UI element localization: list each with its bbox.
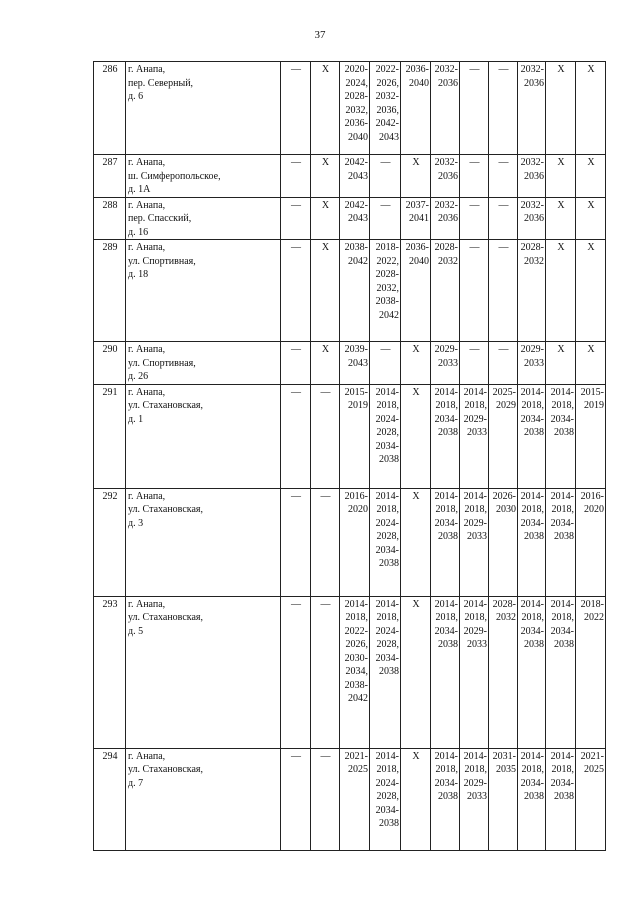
- schedule-cell: 2020- 2024, 2028- 2032, 2036- 2040: [340, 62, 370, 155]
- schedule-cell: 2015- 2019: [340, 384, 370, 488]
- schedule-cell: —: [489, 155, 518, 198]
- schedule-cell: 2032- 2036: [518, 155, 546, 198]
- schedule-cell: 2028- 2032: [489, 596, 518, 748]
- schedule-cell: 2014- 2018, 2034- 2038: [431, 488, 460, 596]
- row-number: 292: [94, 488, 126, 596]
- address-cell: г. Анапа, ул. Спортивная, д. 18: [126, 240, 281, 342]
- table-row: [94, 384, 606, 488]
- table-row: [94, 488, 606, 596]
- schedule-cell: 2014- 2018, 2034- 2038: [431, 384, 460, 488]
- schedule-cell: 2014- 2018, 2024- 2028, 2034- 2038: [370, 596, 401, 748]
- schedule-cell: X: [401, 342, 431, 385]
- schedule-cell: 2015- 2019: [576, 384, 606, 488]
- schedule-cell: X: [546, 240, 576, 342]
- schedule-cell: X: [311, 240, 340, 342]
- schedule-cell: —: [281, 155, 311, 198]
- schedule-cell: —: [460, 197, 489, 240]
- schedule-cell: X: [311, 197, 340, 240]
- row-number: 286: [94, 62, 126, 155]
- schedule-cell: X: [311, 62, 340, 155]
- schedule-cell: 2025- 2029: [489, 384, 518, 488]
- schedule-cell: 2014- 2018, 2029- 2033: [460, 596, 489, 748]
- schedule-cell: 2032- 2036: [518, 197, 546, 240]
- schedule-cell: —: [281, 748, 311, 850]
- schedule-cell: —: [370, 197, 401, 240]
- schedule-cell: 2021- 2025: [576, 748, 606, 850]
- schedule-cell: X: [401, 748, 431, 850]
- row-number: 290: [94, 342, 126, 385]
- address-cell: г. Анапа, ул. Спортивная, д. 26: [126, 342, 281, 385]
- table-row: [94, 342, 606, 385]
- schedule-cell: —: [460, 240, 489, 342]
- schedule-cell: 2028- 2032: [431, 240, 460, 342]
- schedule-cell: 2029- 2033: [431, 342, 460, 385]
- address-cell: г. Анапа, пер. Спасский, д. 16: [126, 197, 281, 240]
- schedule-cell: 2042- 2043: [340, 197, 370, 240]
- schedule-cell: —: [281, 197, 311, 240]
- schedule-cell: 2014- 2018, 2034- 2038: [546, 596, 576, 748]
- schedule-cell: 2014- 2018, 2029- 2033: [460, 384, 489, 488]
- schedule-cell: 2014- 2018, 2034- 2038: [546, 488, 576, 596]
- schedule-cell: —: [281, 488, 311, 596]
- schedule-cell: 2014- 2018, 2034- 2038: [546, 748, 576, 850]
- schedule-cell: —: [311, 748, 340, 850]
- schedule-cell: —: [460, 62, 489, 155]
- table-row: [94, 240, 606, 342]
- schedule-cell: 2014- 2018, 2034- 2038: [518, 596, 546, 748]
- schedule-cell: —: [281, 384, 311, 488]
- schedule-cell: 2022- 2026, 2032- 2036, 2042- 2043: [370, 62, 401, 155]
- schedule-cell: X: [401, 384, 431, 488]
- row-number: 294: [94, 748, 126, 850]
- schedule-cell: 2014- 2018, 2024- 2028, 2034- 2038: [370, 488, 401, 596]
- row-number: 293: [94, 596, 126, 748]
- schedule-cell: —: [460, 155, 489, 198]
- schedule-cell: 2028- 2032: [518, 240, 546, 342]
- schedule-cell: —: [489, 342, 518, 385]
- schedule-cell: —: [460, 342, 489, 385]
- schedule-cell: X: [576, 240, 606, 342]
- schedule-cell: 2014- 2018, 2034- 2038: [546, 384, 576, 488]
- schedule-cell: 2018- 2022: [576, 596, 606, 748]
- schedule-cell: 2032- 2036: [518, 62, 546, 155]
- table-row: [94, 62, 606, 155]
- schedule-cell: 2014- 2018, 2034- 2038: [518, 748, 546, 850]
- schedule-cell: 2032- 2036: [431, 197, 460, 240]
- schedule-cell: X: [401, 155, 431, 198]
- address-cell: г. Анапа, пер. Северный, д. 6: [126, 62, 281, 155]
- schedule-cell: X: [576, 197, 606, 240]
- row-number: 289: [94, 240, 126, 342]
- schedule-cell: —: [311, 384, 340, 488]
- table-row: [94, 748, 606, 850]
- schedule-cell: X: [546, 155, 576, 198]
- schedule-cell: 2014- 2018, 2024- 2028, 2034- 2038: [370, 748, 401, 850]
- schedule-cell: —: [370, 342, 401, 385]
- schedule-cell: X: [576, 155, 606, 198]
- address-cell: г. Анапа, ул. Стахановская, д. 3: [126, 488, 281, 596]
- schedule-cell: 2014- 2018, 2024- 2028, 2034- 2038: [370, 384, 401, 488]
- schedule-cell: —: [489, 197, 518, 240]
- schedule-cell: 2014- 2018, 2034- 2038: [518, 384, 546, 488]
- schedule-cell: X: [576, 62, 606, 155]
- schedule-cell: —: [370, 155, 401, 198]
- schedule-cell: 2018- 2022, 2028- 2032, 2038- 2042: [370, 240, 401, 342]
- schedule-cell: 2032- 2036: [431, 62, 460, 155]
- schedule-cell: 2014- 2018, 2029- 2033: [460, 748, 489, 850]
- schedule-cell: —: [311, 596, 340, 748]
- schedule-cell: 2016- 2020: [340, 488, 370, 596]
- schedule-cell: —: [489, 240, 518, 342]
- schedule-cell: 2014- 2018, 2034- 2038: [431, 748, 460, 850]
- schedule-cell: —: [489, 62, 518, 155]
- table-row: [94, 155, 606, 198]
- address-cell: г. Анапа, ул. Стахановская, д. 5: [126, 596, 281, 748]
- schedule-cell: X: [401, 488, 431, 596]
- schedule-cell: 2014- 2018, 2034- 2038: [518, 488, 546, 596]
- page-number: 37: [314, 29, 326, 41]
- row-number: 288: [94, 197, 126, 240]
- schedule-cell: 2016- 2020: [576, 488, 606, 596]
- schedule-cell: 2032- 2036: [431, 155, 460, 198]
- schedule-cell: 2038- 2042: [340, 240, 370, 342]
- schedule-cell: 2014- 2018, 2034- 2038: [431, 596, 460, 748]
- schedule-cell: 2029- 2033: [518, 342, 546, 385]
- schedule-cell: —: [281, 62, 311, 155]
- schedule-cell: 2026- 2030: [489, 488, 518, 596]
- row-number: 291: [94, 384, 126, 488]
- schedule-cell: —: [311, 488, 340, 596]
- schedule-cell: 2042- 2043: [340, 155, 370, 198]
- schedule-cell: X: [311, 155, 340, 198]
- row-number: 287: [94, 155, 126, 198]
- schedule-cell: 2014- 2018, 2022- 2026, 2030- 2034, 2038- 2042: [340, 596, 370, 748]
- building-schedule-table: [93, 61, 606, 851]
- schedule-cell: 2031- 2035: [489, 748, 518, 850]
- schedule-cell: X: [546, 342, 576, 385]
- schedule-cell: 2036- 2040: [401, 62, 431, 155]
- schedule-cell: —: [281, 240, 311, 342]
- address-cell: г. Анапа, ул. Стахановская, д. 1: [126, 384, 281, 488]
- schedule-cell: 2037- 2041: [401, 197, 431, 240]
- schedule-cell: X: [311, 342, 340, 385]
- schedule-cell: X: [546, 62, 576, 155]
- schedule-cell: 2036- 2040: [401, 240, 431, 342]
- schedule-cell: —: [281, 342, 311, 385]
- schedule-cell: X: [546, 197, 576, 240]
- table-row: [94, 596, 606, 748]
- schedule-cell: 2014- 2018, 2029- 2033: [460, 488, 489, 596]
- address-cell: г. Анапа, ул. Стахановская, д. 7: [126, 748, 281, 850]
- schedule-cell: 2021- 2025: [340, 748, 370, 850]
- schedule-cell: —: [281, 596, 311, 748]
- schedule-cell: X: [401, 596, 431, 748]
- table-row: [94, 197, 606, 240]
- address-cell: г. Анапа, ш. Симферопольское, д. 1А: [126, 155, 281, 198]
- schedule-cell: X: [576, 342, 606, 385]
- schedule-cell: 2039- 2043: [340, 342, 370, 385]
